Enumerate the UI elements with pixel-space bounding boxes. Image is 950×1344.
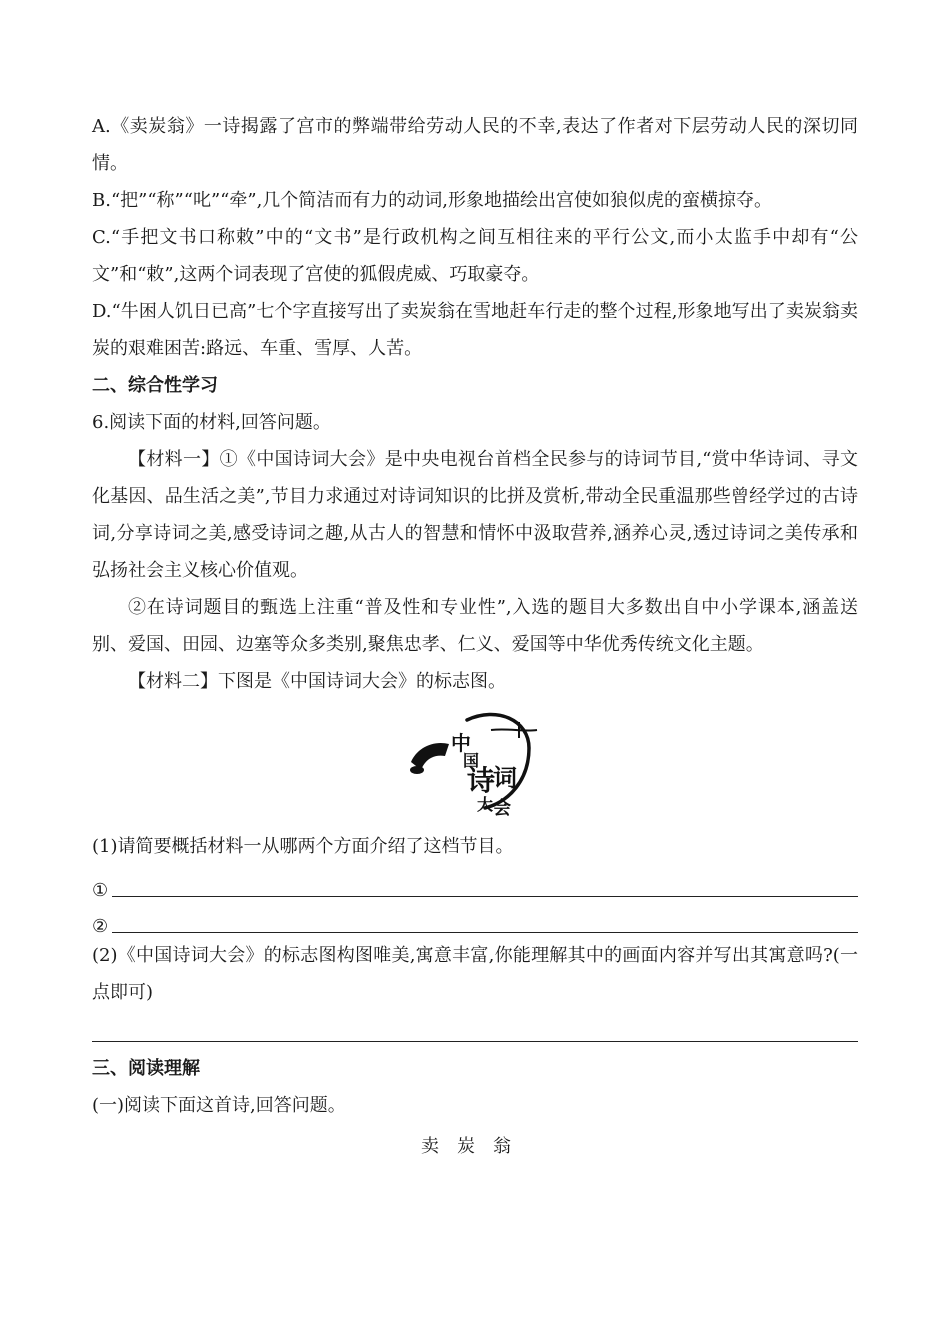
logo-char-guo: 国: [463, 751, 480, 770]
option-c: C.“手把文书口称敕”中的“文书”是行政机构之间互相往来的平行公文,而小太监手中却有“公文”和“敕”,这两个词表现了宫使的狐假虎威、巧取豪夺。: [92, 227, 858, 285]
reading-intro: (一)阅读下面这首诗,回答问题。: [92, 1095, 346, 1116]
logo-char-ci: 词: [493, 763, 517, 792]
question-6-2: (2)《中国诗词大会》的标志图构图唯美,寓意丰富,你能理解其中的画面内容并写出其寓意吗?(一点即可): [92, 945, 858, 1003]
material-two: 【材料二】下图是《中国诗词大会》的标志图。: [128, 671, 506, 692]
poem-title: 卖炭翁: [421, 1136, 529, 1157]
logo-char-shi: 诗: [467, 764, 496, 797]
answer-line-2[interactable]: [92, 901, 858, 937]
section-heading-comprehensive: 二、综合性学习: [92, 375, 218, 396]
logo-scroll-icon: [411, 743, 449, 770]
option-a: A.《卖炭翁》一诗揭露了宫市的弊端带给劳动人民的不幸,表达了作者对下层劳动人民的深切同情。: [92, 116, 858, 174]
material-one-paragraph-1: 【材料一】①《中国诗词大会》是中央电视台首档全民参与的诗词节目,“赏中华诗词、寻文化基因、品生活之美”,节目力求通过对诗词知识的比拼及赏析,带动全民重温那些曾经学过的古诗词,分享诗词之美,感受诗词之趣,从古人的智慧和情怀中汲取营养,涵养心灵,透过诗词之美传承和弘扬社会主义核心价值观。: [92, 449, 858, 581]
option-d: D.“牛困人饥日已高”七个字直接写出了卖炭翁在雪地赶车行走的整个过程,形象地写出了卖炭翁卖炭的艰难困苦:路远、车重、雪厚、人苦。: [92, 301, 858, 359]
logo-graphic: [405, 704, 545, 820]
answer-rule-1[interactable]: [112, 876, 858, 897]
question-6: 6.阅读下面的材料,回答问题。: [92, 412, 331, 433]
answer-line-1[interactable]: [92, 865, 858, 901]
answer-marker-2: ②: [92, 916, 109, 937]
document-page: [92, 108, 858, 1165]
material-one-paragraph-2: ②在诗词题目的甄选上注重“普及性和专业性”,入选的题目大多数出自中小学课本,涵盖送别、爱国、田园、边塞等众多类别,聚焦忠孝、仁义、爱国等中华优秀传统文化主题。: [92, 597, 858, 655]
answer-line-3[interactable]: [92, 1011, 858, 1042]
option-b: B.“把”“称”“叱”“牵”,几个简洁而有力的动词,形象地描绘出宫使如狼似虎的蛮横掠夺。: [92, 190, 773, 211]
logo-char-zhong: 中: [451, 731, 471, 755]
section-heading-reading: 三、阅读理解: [92, 1058, 200, 1079]
answer-marker-1: ①: [92, 880, 109, 901]
answer-rule-2[interactable]: [112, 912, 858, 933]
question-6-1: (1)请简要概括材料一从哪两个方面介绍了这档节目。: [92, 836, 514, 857]
poetry-conference-logo: [92, 702, 858, 822]
logo-horizon-stroke: [491, 729, 537, 730]
logo-scroll-end: [410, 766, 424, 774]
logo-char-da: 大: [477, 795, 494, 814]
logo-char-hui: 会: [493, 798, 511, 819]
